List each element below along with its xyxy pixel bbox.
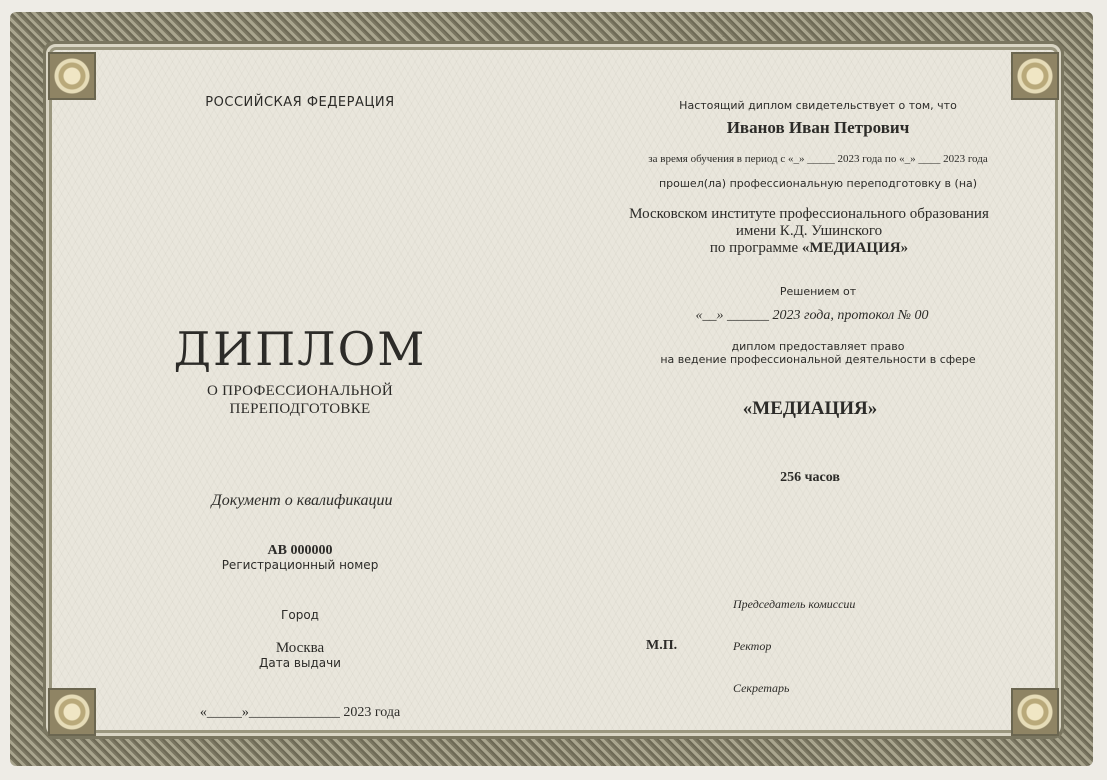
rector-signature-label: Ректор <box>733 639 772 653</box>
grants-line-1: диплом предоставляет право <box>731 340 905 353</box>
registration-label: Регистрационный номер <box>221 558 379 572</box>
holder-name: Иванов Иван Петрович <box>726 118 910 137</box>
program-line <box>629 240 989 257</box>
corner-ornament-icon <box>48 52 96 100</box>
certifies-text: Настоящий диплом свидетельствует о том, что <box>679 99 957 112</box>
diploma-subtitle <box>207 382 393 418</box>
decision-label: Решением от <box>779 285 857 298</box>
institute-line-2: имени К.Д. Ушинского <box>735 223 883 239</box>
institute-line-1: Московском институте профессионального образования <box>629 206 989 222</box>
institute-block <box>629 206 989 257</box>
document-qualification: Документ о квалификации <box>211 492 393 509</box>
chair-signature-label: Председатель комиссии <box>733 597 856 611</box>
diploma-field <box>52 50 1055 730</box>
diploma-title: ДИПЛОМ <box>173 322 427 376</box>
program-prefix: по программе <box>709 240 802 256</box>
grants-line-2: на ведение профессиональной деятельности в сфере <box>660 353 976 366</box>
passed-text: прошел(ла) профессиональную переподготовку в (на) <box>658 177 978 190</box>
program-name: «МЕДИАЦИЯ» <box>801 240 909 256</box>
corner-ornament-icon <box>1011 52 1059 100</box>
secretary-signature-label: Секретарь <box>733 681 790 695</box>
subtitle-line-1: О ПРОФЕССИОНАЛЬНОЙ <box>207 383 393 399</box>
protocol-line: «__» ______ 2023 года, протокол № 00 <box>695 308 929 323</box>
hours-value: 256 часов <box>780 470 840 485</box>
issue-date-value: «_____»_____________ 2023 года <box>199 705 401 720</box>
field-of-activity: «МЕДИАЦИЯ» <box>742 398 878 419</box>
corner-ornament-icon <box>1011 688 1059 736</box>
city-value: Москва <box>275 640 325 656</box>
study-period: за время обучения в период с «_» _____ 2023 года по «_» ____ 2023 года <box>648 153 988 165</box>
registration-number: АВ 000000 <box>267 543 333 558</box>
city-label: Город <box>281 608 319 622</box>
subtitle-line-2: ПЕРЕПОДГОТОВКЕ <box>229 401 371 417</box>
grants-text <box>660 340 975 366</box>
seal-placeholder: М.П. <box>646 638 678 653</box>
issue-date-label: Дата выдачи <box>259 656 341 670</box>
country-label: РОССИЙСКАЯ ФЕДЕРАЦИЯ <box>205 95 395 110</box>
corner-ornament-icon <box>48 688 96 736</box>
